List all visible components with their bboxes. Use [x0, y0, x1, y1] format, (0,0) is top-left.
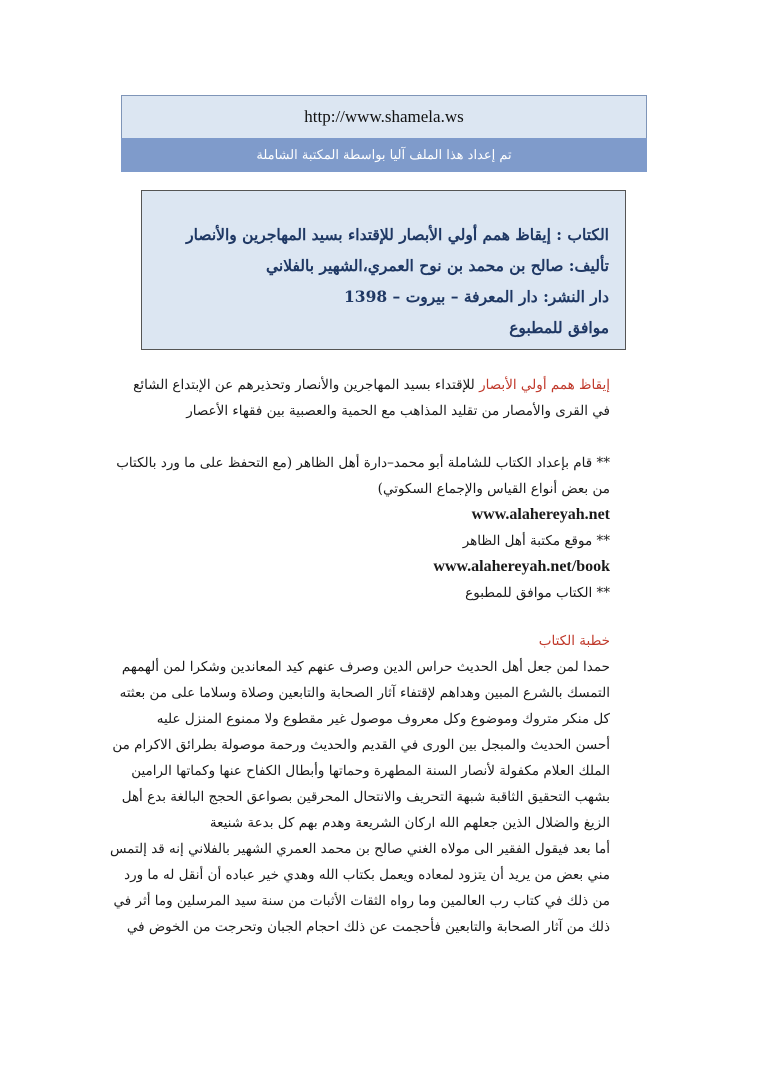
- section-line: كل منكر متروك وموضوع وكل معروف موصول غير مقطوع ولا ممنوع المنزل عليه: [156, 711, 610, 727]
- source-url-box: [121, 95, 647, 139]
- section-line: ذلك من آثار الصحابة والتابعين فأحجمت عن ذلك احجام الجبان وتحرجت من الخوض في: [126, 919, 610, 935]
- section-line: الملك العلام مكفولة لأنصار السنة المطهرة وحماتها وأبطال الكفاح عنها وكماتها الرامين: [131, 763, 610, 779]
- section-line: مني بعض من يريد أن يتزود لمعاده ويعمل بكتاب الله وهدي خير عباده أن أنقل له ما ورد: [124, 867, 610, 883]
- intro-line-1-rest: للإقتداء بسيد المهاجرين والأنصار وتحذيرهم عن الإبتداع الشائع: [133, 377, 480, 393]
- library-url[interactable]: www.alahereyah.net: [471, 506, 610, 523]
- source-url: http://www.shamela.ws: [304, 107, 464, 126]
- intro-title-highlight: إيقاظ همم أولي الأبصار: [479, 377, 610, 393]
- section-title: خطبة الكتاب: [538, 633, 610, 649]
- book-url[interactable]: www.alahereyah.net/book: [433, 558, 610, 575]
- banner-text: تم إعداد هذا الملف آليا بواسطة المكتبة الشاملة: [256, 147, 512, 163]
- section-line: أما بعد فيقول الفقير الى مولاه الغني صالح بن محمد العمري الشهير بالفلاني إنه قد إلتمس: [109, 841, 610, 857]
- intro-line-1: [120, 372, 610, 398]
- book-match-line: موافق للمطبوع: [509, 318, 609, 337]
- book-title-line: الكتاب : إيقاظ همم أولي الأبصار للإقتداء بسيد المهاجرين والأنصار: [186, 225, 609, 244]
- note-line-4: ** الكتاب موافق للمطبوع: [465, 585, 610, 601]
- book-publisher-line: دار النشر: دار المعرفة – بيروت – 1398: [344, 287, 609, 306]
- section-line: الزيغ والضلال الذين جعلهم الله اركان الشريعة وهدم بهم كل بدعة شنيعة: [209, 815, 610, 831]
- note-line-2: من بعض أنواع القياس والإجماع السكوتي): [377, 481, 610, 497]
- section-line: أحسن الحديث والمبجل بين الورى في القديم والحديث ورحمة موصولة بطرائق الاكرام من: [112, 737, 610, 753]
- generation-banner: [121, 138, 647, 172]
- note-line-1: ** قام بإعداد الكتاب للشاملة أبو محمد–دارة أهل الظاهر (مع التحفظ على ما ورد بالكتاب: [116, 455, 610, 471]
- book-info-box: [141, 190, 626, 350]
- section-line: من ذلك في كتاب رب العالمين وما رواه الثقات الأثبات من سنة سيد المرسلين وما أثر في: [113, 893, 610, 909]
- book-author-line: تأليف: صالح بن محمد بن نوح العمري،الشهير بالفلاني: [265, 256, 609, 275]
- section-line: حمدا لمن جعل أهل الحديث حراس الدين وصرف عنهم كيد المعاندين وشكرا لمن ألهمهم: [121, 659, 610, 675]
- intro-line-2: في القرى والأمصار من تقليد المذاهب مع الحمية والعصبية بين فقهاء الأعصار: [186, 403, 610, 419]
- note-line-3: ** موقع مكتبة أهل الظاهر: [462, 533, 610, 549]
- document-body: [109, 372, 610, 940]
- section-line: التمسك بالشرع المبين وهداهم لإقتفاء آثار الصحابة والتابعين وصلاة وسلاما على من بعثته: [119, 685, 610, 701]
- section-line: بشهب التحقيق الثاقبة شبهة التحريف والانتحال المحرقين بصواعق الحجج البالغة بدع أهل: [121, 789, 610, 805]
